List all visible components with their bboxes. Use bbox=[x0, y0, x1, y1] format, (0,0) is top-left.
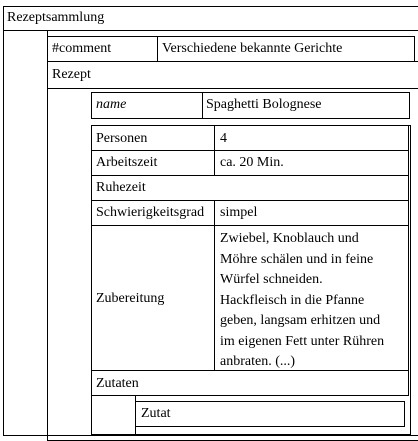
name-value: Spaghetti Bolognese bbox=[206, 97, 322, 112]
zubereitung-line: anbraten. (...) bbox=[220, 354, 296, 369]
rezept-header bbox=[47, 61, 418, 89]
schwierigkeit-key: Schwierigkeitsgrad bbox=[96, 205, 205, 220]
zubereitung-line: geben, langsam erhitzen und bbox=[220, 313, 381, 328]
personen-key: Personen bbox=[96, 131, 148, 146]
zubereitung-line: Möhre schälen und in feine bbox=[220, 251, 374, 267]
zubereitung-line: Zwiebel, Knoblauch und bbox=[220, 231, 359, 246]
zutat-label: Zutat bbox=[141, 406, 171, 421]
comment-key: #comment bbox=[52, 41, 112, 56]
personen-value-cell bbox=[214, 125, 409, 151]
rezept-label: Rezept bbox=[52, 67, 91, 82]
name-key: name bbox=[96, 97, 127, 112]
zubereitung-line: Würfel schneiden. bbox=[220, 272, 323, 287]
rezeptsammlung-label: Rezeptsammlung bbox=[7, 10, 105, 25]
arbeitszeit-value: ca. 20 Min. bbox=[220, 155, 284, 170]
zutat-cell bbox=[135, 401, 405, 427]
zubereitung-line: Hackfleisch in die Pfanne bbox=[220, 292, 365, 308]
zubereitung-text bbox=[220, 229, 408, 373]
ruhezeit-key: Ruhezeit bbox=[96, 180, 146, 195]
zubereitung-line: im eigenen Fett unter Rühren bbox=[220, 333, 385, 349]
zubereitung-key: Zubereitung bbox=[96, 291, 165, 306]
comment-value: Verschiedene bekannte Gerichte bbox=[162, 41, 343, 56]
personen-value: 4 bbox=[220, 131, 227, 146]
arbeitszeit-key: Arbeitszeit bbox=[96, 155, 158, 170]
schwierigkeit-value: simpel bbox=[220, 205, 258, 220]
zutaten-key: Zutaten bbox=[96, 376, 139, 391]
